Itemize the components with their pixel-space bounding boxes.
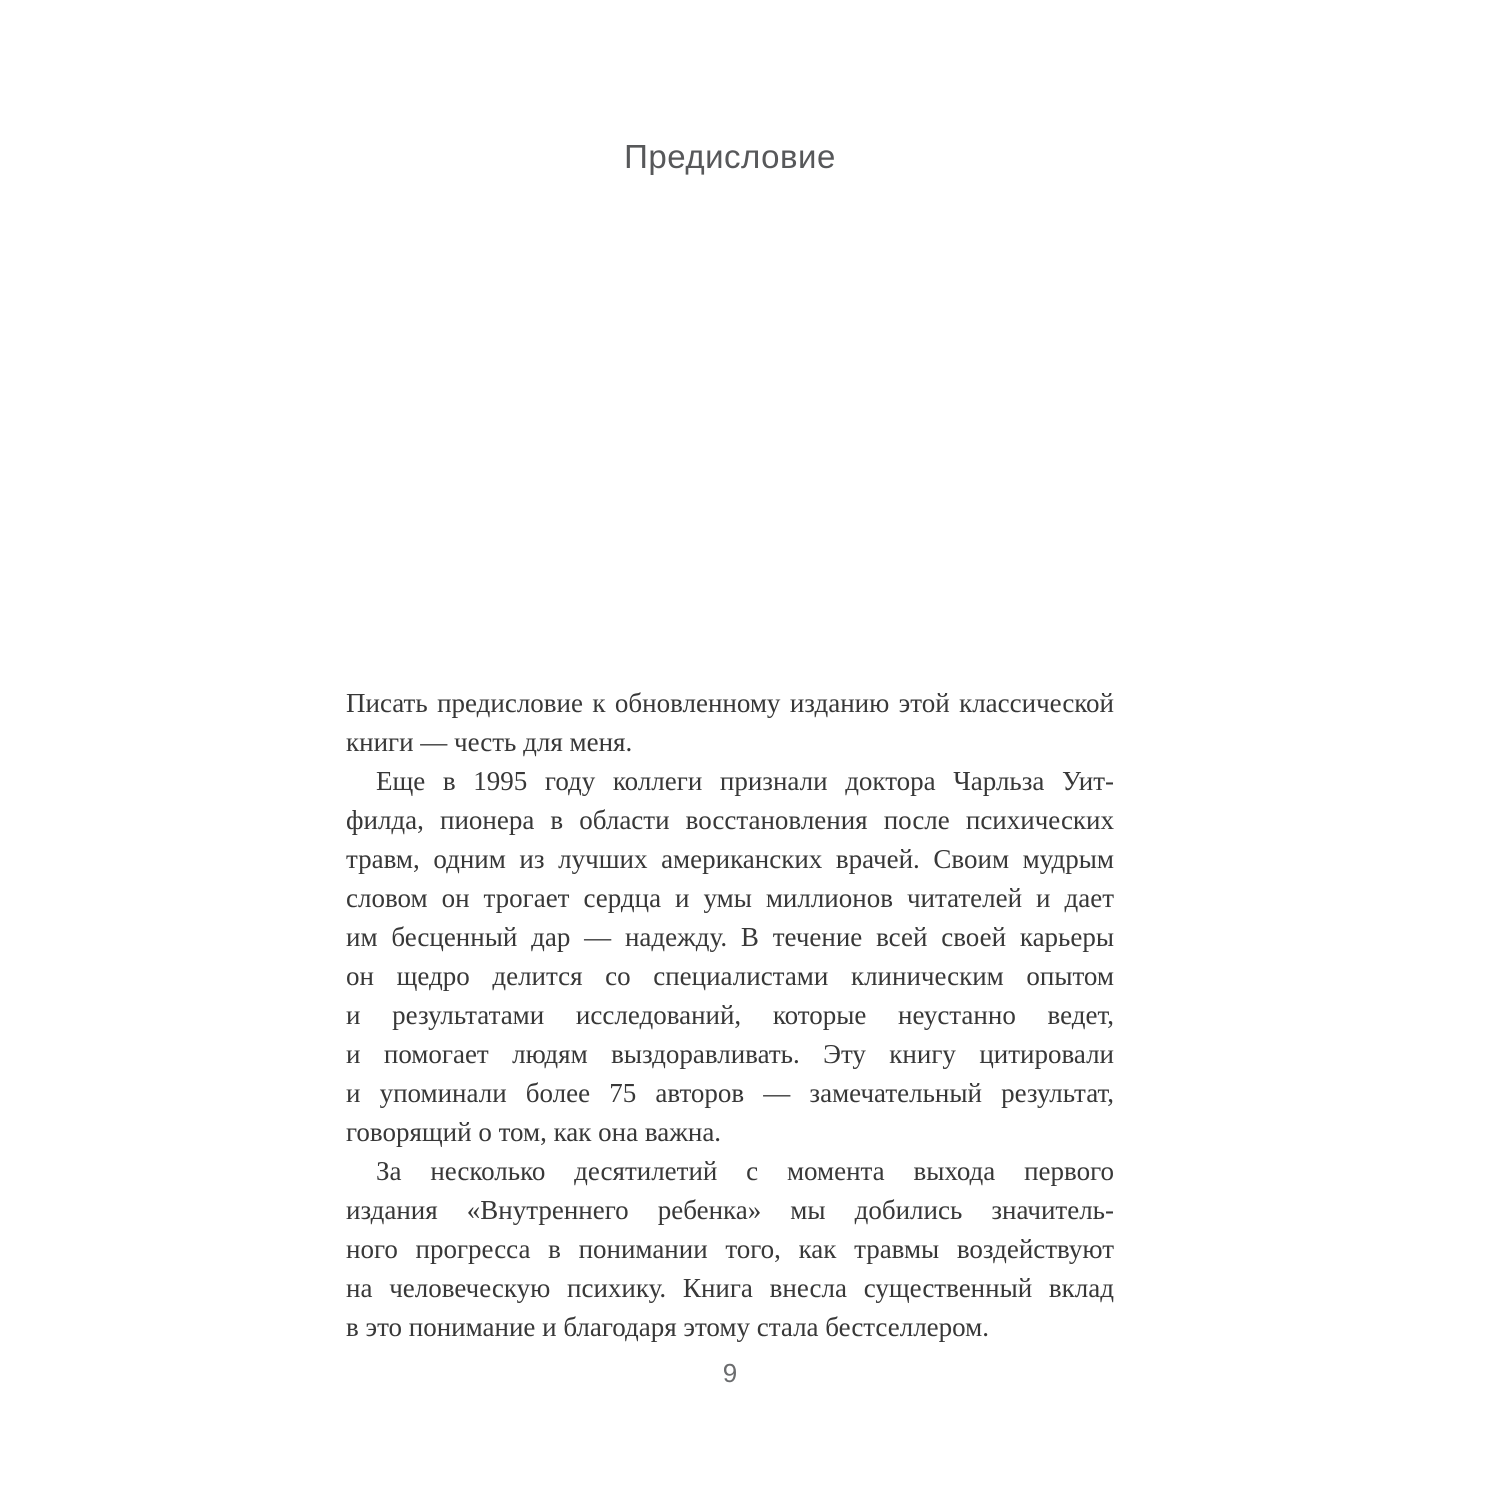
page-number: 9 — [722, 1358, 738, 1388]
text-line: на человеческую психику. Книга внесла существенный вклад — [346, 1273, 1114, 1303]
text-line: Писать предисловие к обновленному изданию этой классической — [346, 688, 1114, 718]
page-title: Предисловие — [624, 138, 836, 175]
text-line: книги — честь для меня. — [346, 727, 633, 757]
text-line: он щедро делится со специалистами клиническим опытом — [346, 961, 1114, 991]
text-line: Еще в 1995 году коллеги признали доктора Чарльза Уит- — [376, 766, 1114, 796]
text-line: травм, одним из лучших американских врачей. Своим мудрым — [346, 844, 1114, 874]
text-line: им бесценный дар — надежду. В течение всей своей карьеры — [346, 922, 1114, 952]
text-line: и помогает людям выздоравливать. Эту книгу цитировали — [346, 1039, 1114, 1069]
text-line: словом он трогает сердца и умы миллионов читателей и дает — [346, 883, 1114, 913]
text-line: филда, пионера в области восстановления после психических — [346, 805, 1114, 835]
text-line: За несколько десятилетий с момента выхода первого — [376, 1156, 1114, 1186]
text-line: говорящий о том, как она важна. — [346, 1117, 722, 1147]
text-line: и результатами исследований, которые неустанно ведет, — [346, 1000, 1114, 1030]
text-line: в это понимание и благодаря этому стала бестселлером. — [346, 1312, 989, 1342]
body-text — [346, 684, 1114, 1347]
text-line: издания «Внутреннего ребенка» мы добились значитель- — [346, 1195, 1114, 1225]
text-line: и упоминали более 75 авторов — замечательный результат, — [346, 1078, 1114, 1108]
text-line: ного прогресса в понимании того, как травмы воздействуют — [346, 1234, 1114, 1264]
